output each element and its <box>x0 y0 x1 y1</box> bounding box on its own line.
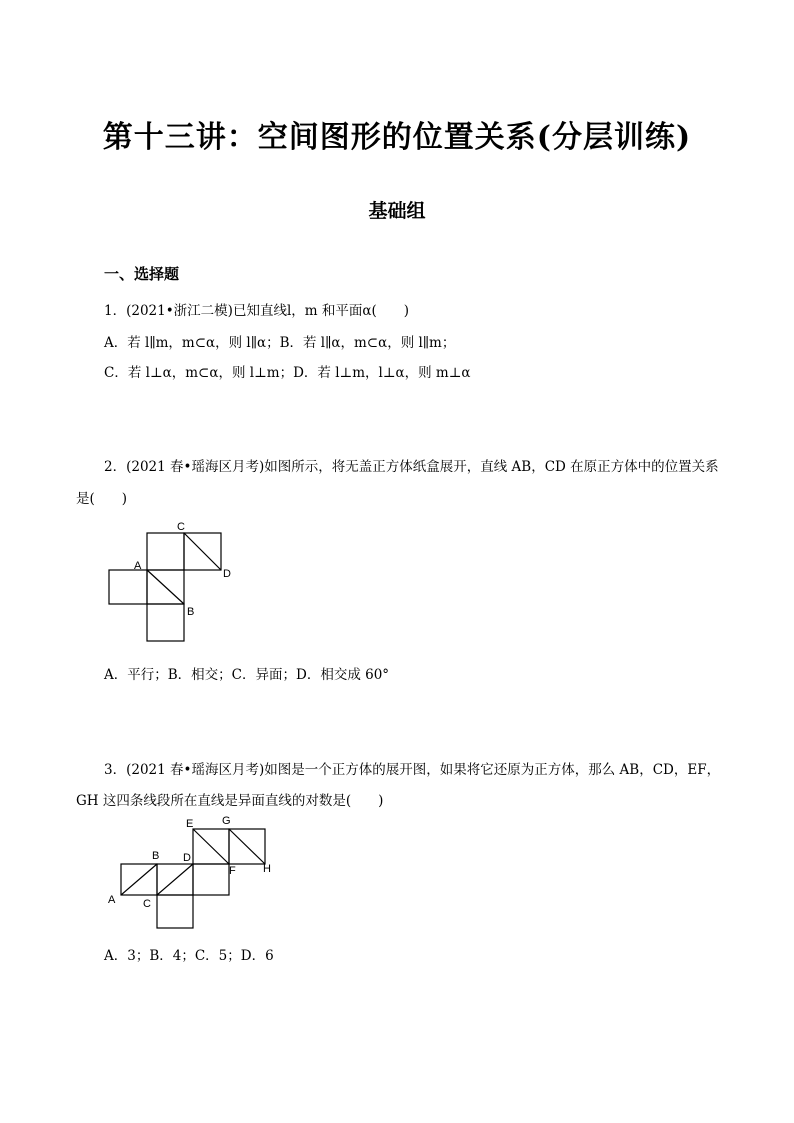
q2-segment-AB <box>147 570 184 604</box>
q2-stem-cont: 是( ) <box>76 491 128 507</box>
q3-label-D: D <box>183 852 191 864</box>
q3-segment-AB <box>121 864 157 895</box>
q2-net-square <box>147 533 184 570</box>
q3-net-square <box>193 864 229 895</box>
q3-segment-GH <box>229 829 265 864</box>
q2-label-C: C <box>177 521 185 533</box>
q2-net-square <box>109 570 147 604</box>
q2-net-square <box>147 604 184 641</box>
q3-stem-cont: GH 这四条线段所在直线是异面直线的对数是( ) <box>76 793 384 809</box>
q3-stem: 3．(2021 春•瑶海区月考)如图是一个正方体的展开图，如果将它还原为正方体，那么 AB，CD，EF， <box>104 762 721 778</box>
section-subtitle: 基础组 <box>368 200 426 222</box>
section-heading: 一、选择题 <box>104 265 180 283</box>
q3-label-H: H <box>263 863 271 875</box>
q3-label-B: B <box>152 850 160 862</box>
q2-label-B: B <box>187 606 195 618</box>
q3-label-A: A <box>108 894 116 906</box>
q2-label-D: D <box>223 568 231 580</box>
q3-label-F: F <box>229 865 236 877</box>
q1-options-line1: A．若 l∥m，m⊂α，则 l∥α；B．若 l∥α，m⊂α，则 l∥m； <box>104 335 456 351</box>
q3-label-G: G <box>222 815 231 827</box>
q3-label-C: C <box>143 898 151 910</box>
page-title: 第十三讲：空间图形的位置关系(分层训练) <box>102 120 692 155</box>
q2-options: A．平行；B．相交；C．异面；D．相交成 60° <box>104 667 390 683</box>
q1-options-line2: C．若 l⊥α，m⊂α，则 l⊥m；D．若 l⊥m，l⊥α，则 m⊥α <box>104 365 471 381</box>
q3-segment-CD <box>157 864 193 895</box>
q1-stem: 1．(2021•浙江二模)已知直线l，m 和平面α( ) <box>104 303 410 319</box>
q2-segment-CD <box>184 533 221 570</box>
q2-label-A: A <box>134 560 142 572</box>
q3-net-square <box>157 895 193 928</box>
q3-label-E: E <box>186 818 194 830</box>
q3-options: A．3；B．4；C．5；D．6 <box>104 948 274 964</box>
q3-segment-EF <box>193 829 229 864</box>
q2-stem: 2．(2021 春•瑶海区月考)如图所示，将无盖正方体纸盒展开，直线 AB，CD 在原正方体中的位置关系 <box>104 459 719 475</box>
